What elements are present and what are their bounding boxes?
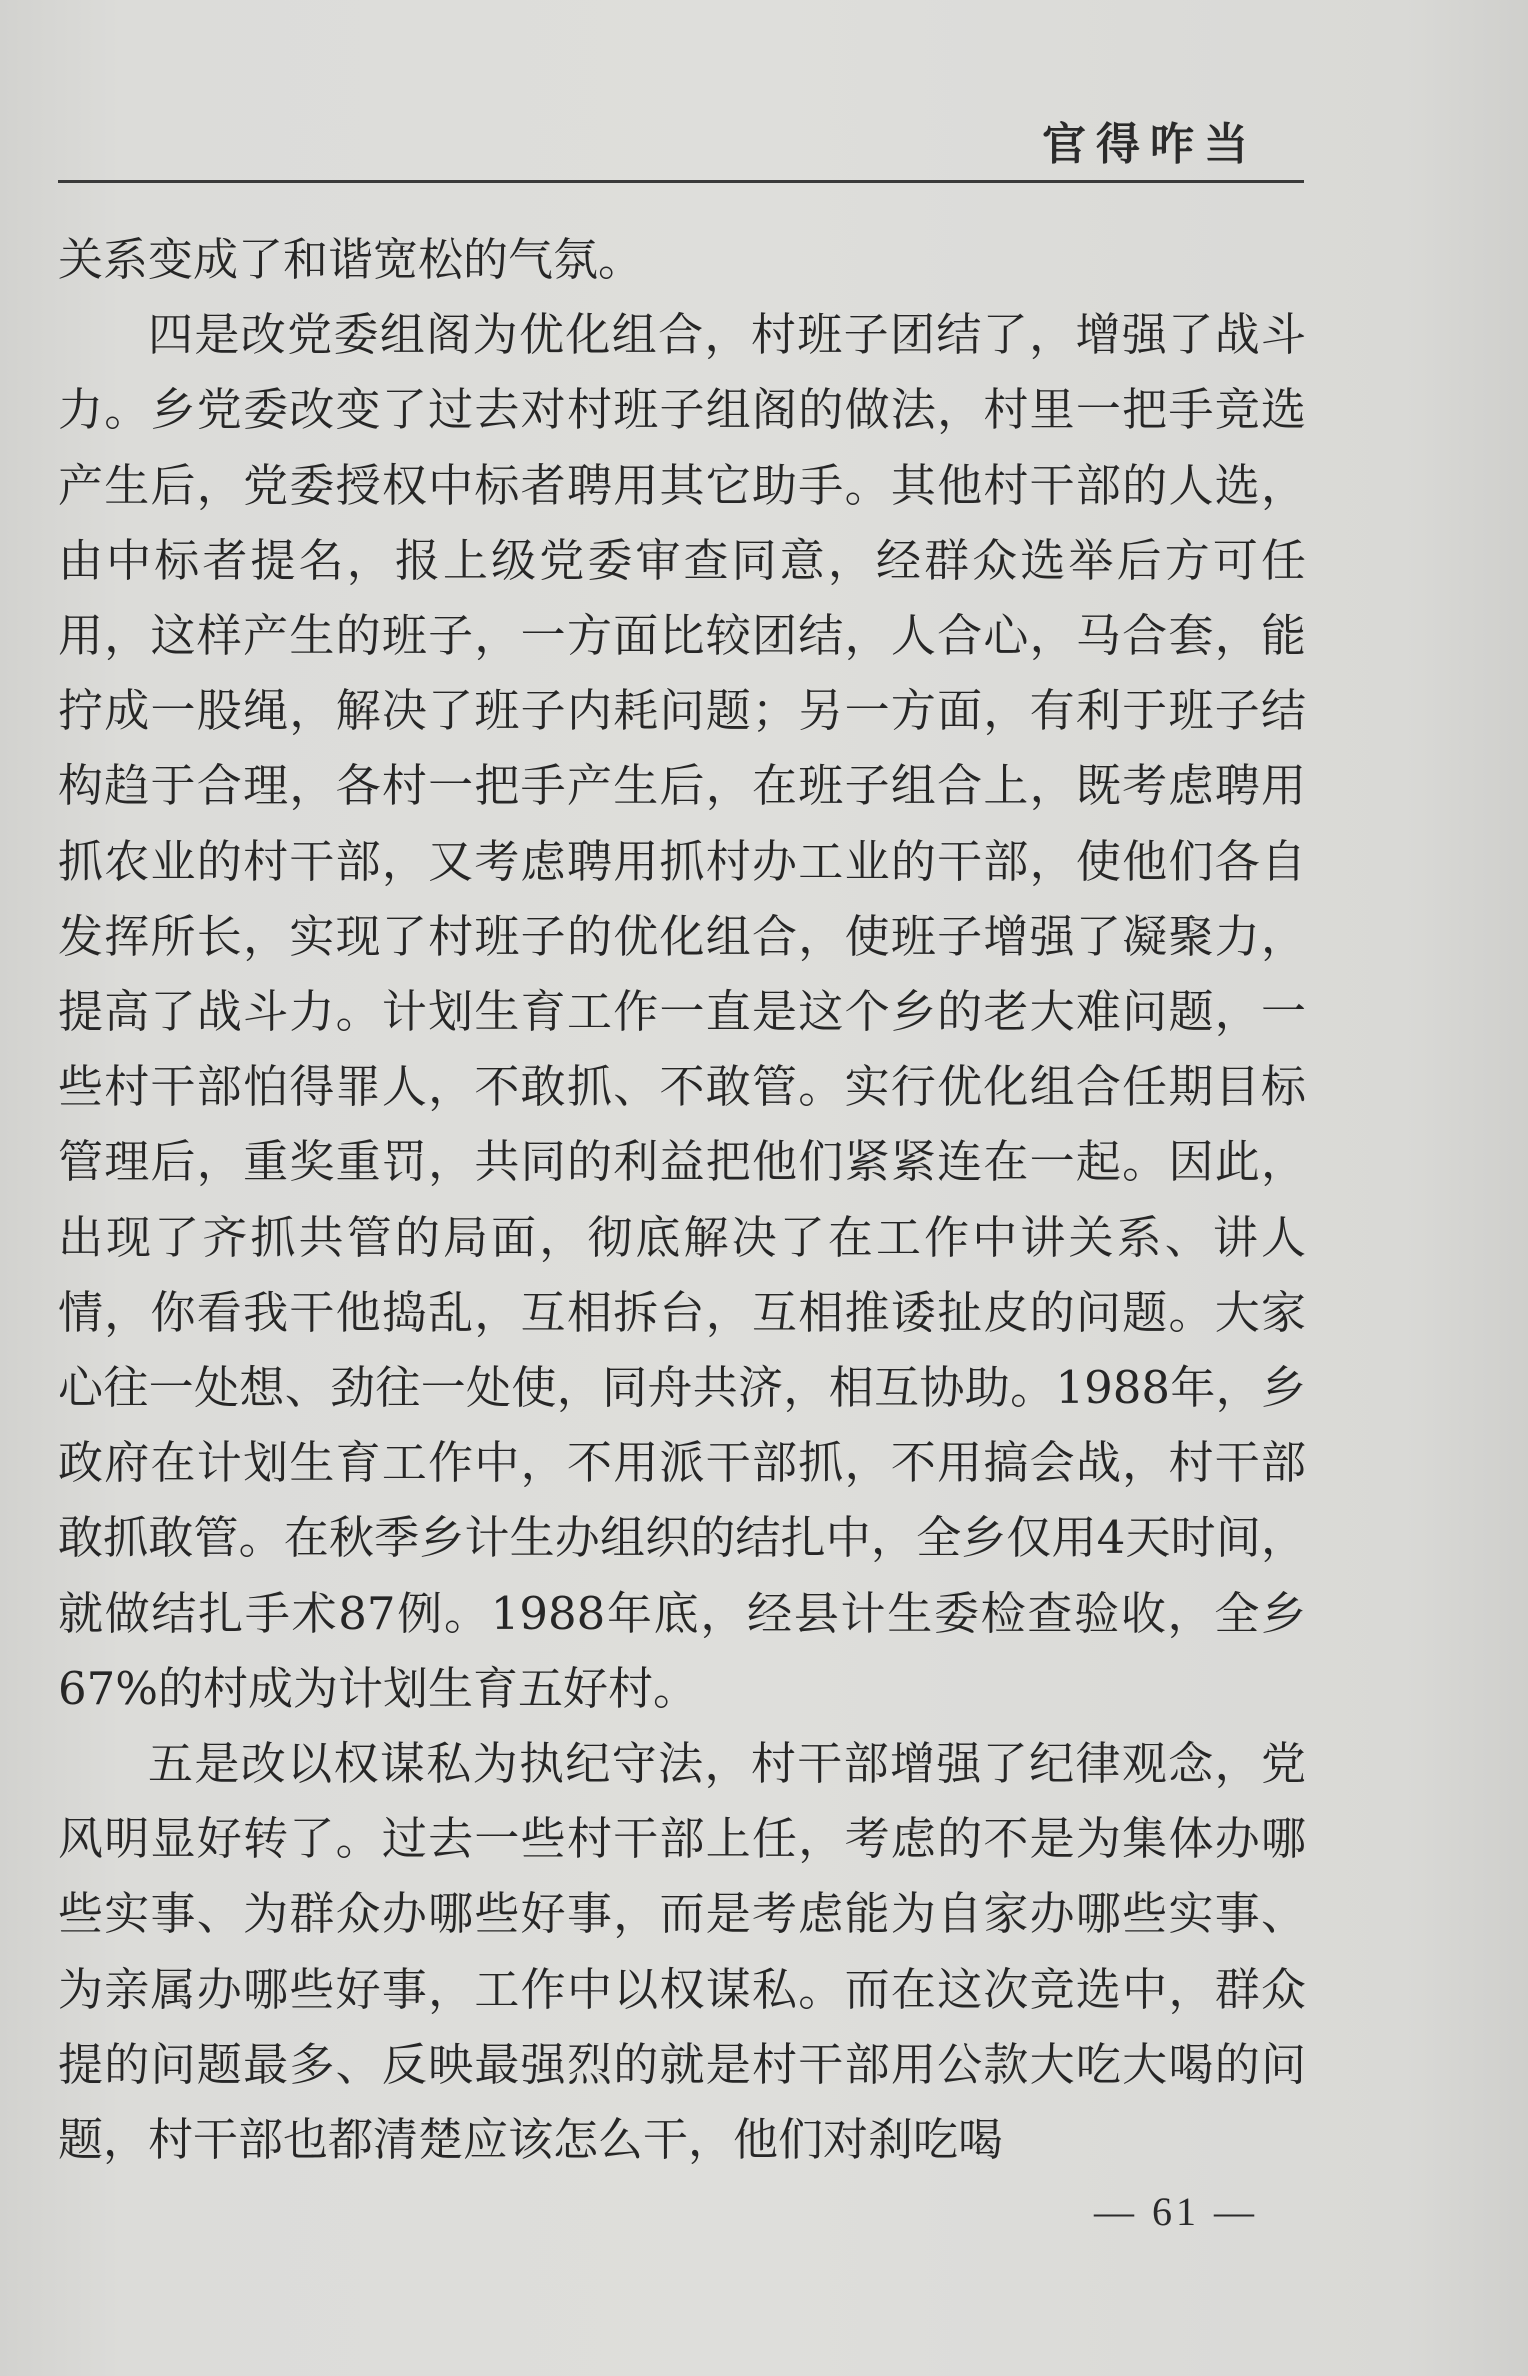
header-rule <box>58 180 1304 183</box>
running-head-title: 官得咋当 <box>1042 119 1258 170</box>
paragraph-continuation: 关系变成了和谐宽松的气氛。 <box>58 233 644 286</box>
paragraph-point-four: 四是改党委组阁为优化组合，村班子团结了，增强了战斗力。乡党委改变了过去对村班子组阁的做法，村里一把手竞选产生后，党委授权中标者聘用其它助手。其他村干部的人选，由中标者提名，报上级党委审查同意，经群众选举后方可任用，这样产生的班子，一方面比较团结，人合心，马合套，能拧成一股绳，解决了班子内耗问题；另一方面，有利于班子结构趋于合理，各村一把手产生后，在班子组合上，既考虑聘用抓农业的村干部，又考虑聘用抓村办工业的干部，使他们各自发挥所长，实现了村班子的优化组合，使班子增强了凝聚力，提高了战斗力。计划生育工作一直是这个乡的老大难问题，一些村干部怕得罪人，不敢抓、不敢管。实行优化组合任期目标管理后，重奖重罚，共同的利益把他们紧紧连在一起。因此，出现了齐抓共管的局面，彻底解决了在工作中讲关系、讲人情，你看我干他捣乱，互相拆台，互相推诿扯皮的问题。大家心往一处想、劲往一处使，同舟共济，相互协助。1988年，乡政府在计划生育工作中，不用派干部抓，不用搞会战，村干部敢抓敢管。在秋季乡计生办组织的结扎中，全乡仅用4天时间，就做结扎手术87例。1988年底，经县计生委检查验收，全乡67%的村成为计划生育五好村。 <box>58 308 1306 1715</box>
page-number: — 61 — <box>1094 2189 1258 2234</box>
body-text <box>58 222 1306 2177</box>
paragraph-point-five: 五是改以权谋私为执纪守法，村干部增强了纪律观念，党风明显好转了。过去一些村干部上任，考虑的不是为集体办哪些实事、为群众办哪些好事，而是考虑能为自家办哪些实事、为亲属办哪些好事，工作中以权谋私。而在这次竞选中，群众提的问题最多、反映最强烈的就是村干部用公款大吃大喝的问题，村干部也都清楚应该怎么干，他们对刹吃喝 <box>58 1737 1306 2167</box>
